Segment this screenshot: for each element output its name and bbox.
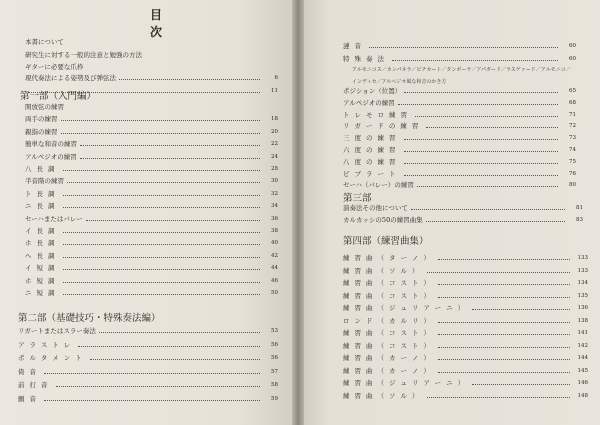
toc-entry-title: 練習曲（ジュリアーニ） — [343, 304, 470, 312]
toc-entry-title: ホ長調 — [25, 239, 60, 248]
toc-entry-page: 44 — [271, 265, 278, 272]
toc-entry — [25, 149, 278, 161]
book-gutter — [292, 0, 304, 425]
toc-entry-page: 133 — [577, 267, 588, 274]
toc-entry-page: 80 — [569, 182, 576, 189]
toc-entry-title: 本書について — [25, 38, 64, 46]
toc-entry-title: 両手の練習 — [25, 115, 58, 124]
toc-entry-page: 135 — [577, 292, 588, 299]
toc-entry — [25, 111, 278, 123]
toc-entry — [343, 200, 583, 212]
toc-entry-title: 倚音 — [18, 367, 41, 376]
dot-leader — [426, 127, 558, 128]
toc-entry — [25, 260, 278, 272]
toc-entry-page: 42 — [271, 252, 278, 259]
toc-entry-title: 漣音 — [343, 42, 366, 50]
toc-entry — [18, 337, 278, 349]
dot-leader — [86, 220, 260, 221]
dot-leader — [392, 60, 558, 61]
dot-leader — [438, 347, 570, 348]
dot-leader — [404, 92, 558, 93]
toc-entry-page: 11 — [271, 88, 278, 94]
dot-leader — [438, 297, 570, 298]
page-title: 目 次 — [150, 8, 189, 39]
toc-entry-page: 81 — [576, 205, 583, 211]
dot-leader — [369, 47, 558, 48]
toc-entry-title: 研究生に対する一般的注意と勉強の方法 — [25, 51, 142, 59]
toc-entry — [343, 338, 588, 350]
toc-entry-page: 83 — [576, 217, 583, 223]
toc-entry-title: セーハまたはバレー — [25, 214, 83, 223]
dot-leader — [99, 332, 260, 333]
toc-entry-page: 56 — [271, 341, 278, 348]
toc-entry-title: 三度の練習 — [343, 134, 401, 143]
toc-entry — [18, 323, 278, 335]
section-heading: 第四部（練習曲集） — [343, 236, 429, 247]
dot-leader — [61, 133, 261, 134]
toc-entry-title: カルカッシの50の練習曲集 — [343, 216, 423, 224]
toc-entry-page: 133 — [577, 255, 588, 261]
toc-entry — [343, 142, 576, 154]
toc-entry-page: 73 — [569, 135, 576, 142]
toc-entry-page: 22 — [271, 141, 278, 148]
toc-entry — [343, 375, 588, 387]
toc-entry-page: 18 — [271, 116, 278, 123]
dot-leader — [426, 221, 565, 222]
dot-leader — [63, 269, 261, 270]
toc-entry — [25, 285, 278, 297]
toc-entry — [25, 161, 278, 173]
toc-entry — [25, 186, 278, 198]
toc-entry-title: 簡単な和音の練習 — [25, 140, 77, 149]
dot-leader — [63, 195, 261, 196]
toc-entry — [343, 313, 588, 325]
toc-entry-title: 練習曲（カーノ） — [343, 366, 435, 375]
toc-entry — [25, 198, 278, 210]
toc-entry — [25, 235, 278, 247]
toc-entry-page: 74 — [569, 147, 576, 153]
toc-entry-title: 親指の練習 — [25, 127, 58, 136]
toc-entry-page: 57 — [271, 368, 278, 375]
toc-entry — [343, 325, 588, 337]
toc-entry-title: 練習曲（ソル） — [343, 391, 424, 400]
toc-entry — [343, 350, 588, 362]
toc-entry — [25, 47, 278, 59]
toc-entry — [25, 99, 278, 111]
dot-leader — [119, 79, 260, 80]
toc-entry — [343, 83, 576, 95]
toc-entry — [343, 95, 576, 107]
dot-leader — [404, 175, 559, 176]
section-heading: 第三部 — [343, 193, 372, 204]
toc-entry-page: 142 — [577, 342, 588, 349]
toc-entry — [25, 173, 278, 185]
toc-entry-title: トレモロ練習 — [343, 110, 412, 119]
toc-entry — [343, 275, 588, 287]
dot-leader — [63, 232, 261, 233]
toc-entry — [18, 350, 278, 362]
toc-entry-page: 148 — [577, 392, 588, 399]
toc-entry-page: 146 — [577, 380, 588, 386]
dot-leader — [44, 400, 260, 401]
toc-entry-title: セーハ（バレー）の練習 — [343, 181, 414, 190]
toc-entry-title: 練習曲（コスト） — [343, 329, 435, 337]
toc-entry — [25, 136, 278, 148]
toc-entry-title: ギターに必要な爪枠 — [25, 63, 84, 71]
dot-leader — [417, 186, 558, 187]
toc-entry — [343, 300, 588, 312]
dot-leader — [438, 284, 570, 285]
toc-entry-title: ポジション（位置） — [343, 87, 402, 95]
toc-entry-page: 65 — [569, 88, 576, 94]
toc-entry-title: 練習曲（ジュリアーニ） — [343, 379, 470, 387]
dot-leader — [78, 346, 260, 347]
dot-leader — [438, 259, 570, 260]
dot-leader — [438, 334, 570, 335]
toc-entry — [25, 223, 278, 235]
toc-entry-page: 6 — [274, 75, 278, 81]
toc-entry-page: 134 — [577, 280, 588, 286]
dot-leader — [411, 209, 565, 210]
toc-entry-title: 特殊奏法 — [343, 55, 389, 63]
toc-entry — [343, 177, 576, 189]
dot-leader — [61, 120, 261, 121]
toc-entry-title: ポルタメント — [18, 354, 87, 362]
toc-entry — [343, 154, 576, 166]
toc-entry-page: 144 — [577, 355, 588, 361]
toc-entry — [25, 70, 278, 82]
dot-leader — [63, 257, 261, 258]
toc-entry — [343, 388, 588, 400]
toc-entry-page: 28 — [271, 166, 278, 172]
toc-entry — [343, 288, 588, 300]
toc-entry-page: 34 — [271, 203, 278, 210]
toc-entry — [343, 363, 588, 375]
toc-entry-page: 36 — [271, 215, 278, 222]
dot-leader — [404, 139, 559, 140]
dot-leader — [80, 145, 260, 146]
toc-entry-title: 八度の練習 — [343, 157, 401, 166]
toc-entry-page: 71 — [569, 111, 576, 118]
dot-leader — [438, 372, 570, 373]
toc-entry — [343, 38, 576, 50]
toc-entry-page: 32 — [271, 190, 278, 197]
toc-entry-page: 38 — [271, 228, 278, 234]
toc-entry-title: 八長調 — [25, 165, 60, 173]
toc-entry — [25, 211, 278, 223]
toc-entry-title: 練習曲（コスト） — [343, 341, 435, 350]
dot-leader — [398, 104, 558, 105]
toc-entry-title: 練習曲（コスト） — [343, 291, 435, 300]
toc-entry-page: 60 — [569, 56, 576, 62]
section-heading: 第一部（入門編） — [20, 91, 97, 102]
dot-leader — [404, 163, 559, 164]
dot-leader — [404, 151, 559, 152]
toc-entry-title: アルペジオの練習 — [25, 152, 77, 161]
toc-entry-page: 60 — [569, 43, 576, 49]
dot-leader — [63, 294, 261, 295]
dot-leader — [438, 322, 570, 323]
toc-entry — [343, 212, 583, 224]
toc-entry-title: ニ長調 — [25, 202, 60, 211]
toc-entry-page: 75 — [569, 158, 576, 165]
toc-entry-page: 59 — [271, 395, 278, 402]
toc-entry-title: 練習曲（ターノ） — [343, 254, 435, 262]
toc-entry-page: 24 — [271, 153, 278, 160]
dot-leader — [472, 309, 570, 310]
toc-entry — [18, 377, 278, 389]
toc-entry-page: 138 — [577, 317, 588, 324]
toc-entry-page: 72 — [569, 123, 576, 130]
dot-leader — [415, 116, 558, 117]
toc-entry-title: イ短調 — [25, 264, 60, 273]
toc-entry — [25, 273, 278, 285]
toc-entry-page: 40 — [271, 240, 278, 247]
toc-entry — [343, 263, 588, 275]
section-heading: 第二部（基礎技巧・特殊奏法編） — [18, 313, 161, 324]
toc-entry — [343, 118, 576, 130]
toc-entry-title: ヘ長調 — [25, 251, 60, 260]
toc-entry-page: 53 — [271, 328, 278, 334]
toc-entry — [343, 107, 576, 119]
toc-entry-title: アラストレ — [18, 340, 76, 349]
dot-leader — [427, 272, 571, 273]
dot-leader — [56, 386, 261, 387]
toc-entry-title: ビブラート — [343, 169, 401, 178]
toc-entry-title: ホ短調 — [25, 276, 60, 285]
toc-entry-page: 50 — [271, 290, 278, 296]
dot-leader — [427, 397, 571, 398]
toc-entry-title: 開放弦の練習 — [25, 103, 64, 111]
dot-leader — [63, 207, 261, 208]
toc-entry-title: 顫音 — [18, 394, 41, 403]
dot-leader — [63, 282, 261, 283]
toc-entry-title: 練習曲（カーノ） — [343, 354, 435, 362]
toc-entry — [343, 130, 576, 142]
toc-entry-page: 68 — [569, 99, 576, 106]
toc-entry — [343, 250, 588, 262]
dot-leader — [44, 373, 260, 374]
toc-entry-page: 46 — [271, 277, 278, 284]
toc-entry-page: 145 — [577, 367, 588, 374]
toc-entry-title: リガードの練習 — [343, 122, 424, 131]
toc-entry-title: リガートまたはスラー奏法 — [18, 327, 96, 335]
toc-entry — [343, 166, 576, 178]
toc-entry — [25, 34, 278, 46]
toc-entry-title: ト長調 — [25, 189, 60, 198]
dot-leader — [63, 170, 261, 171]
toc-entry-title: アルペジオの練習 — [343, 98, 395, 107]
toc-entry — [343, 51, 576, 63]
toc-entry-title: 練習曲（ソル） — [343, 266, 424, 275]
technique-list-line: アルモニコス／カンパネラ／ピチカート／タンボーラ／アパガード／ラスゲァード／アルモニコ／ — [352, 67, 571, 73]
toc-entry-title: イ長調 — [25, 227, 60, 235]
toc-entry-title: ニ短調 — [25, 289, 60, 297]
toc-entry-page: 58 — [271, 382, 278, 388]
toc-entry-title: 演奏法その他について — [343, 204, 408, 212]
toc-entry-title: 現代奏法による姿勢及び弾弦法 — [25, 74, 116, 82]
toc-entry-page: 136 — [577, 305, 588, 311]
dot-leader — [63, 244, 261, 245]
toc-entry-title: 前打音 — [18, 381, 53, 389]
toc-entry — [25, 124, 278, 136]
toc-entry-title: 半音階の練習 — [25, 177, 64, 186]
toc-entry — [18, 391, 278, 403]
toc-entry-page: 76 — [569, 170, 576, 177]
dot-leader — [90, 359, 260, 360]
toc-entry — [18, 364, 278, 376]
toc-entry-title: 練習曲（コスト） — [343, 279, 435, 287]
toc-entry-page: 141 — [577, 330, 588, 336]
technique-list-line: インディセ／アルペジオ風な和音のかき方 — [352, 79, 447, 85]
dot-leader — [438, 359, 570, 360]
toc-entry-page: 30 — [271, 178, 278, 185]
toc-entry-page: 20 — [271, 128, 278, 135]
toc-entry-title: 六度の練習 — [343, 146, 401, 154]
toc-entry-page: 56 — [271, 355, 278, 361]
dot-leader — [472, 384, 570, 385]
dot-leader — [67, 182, 260, 183]
toc-entry — [25, 248, 278, 260]
dot-leader — [80, 158, 260, 159]
toc-entry-title: ロンド（カルリ） — [343, 316, 435, 325]
